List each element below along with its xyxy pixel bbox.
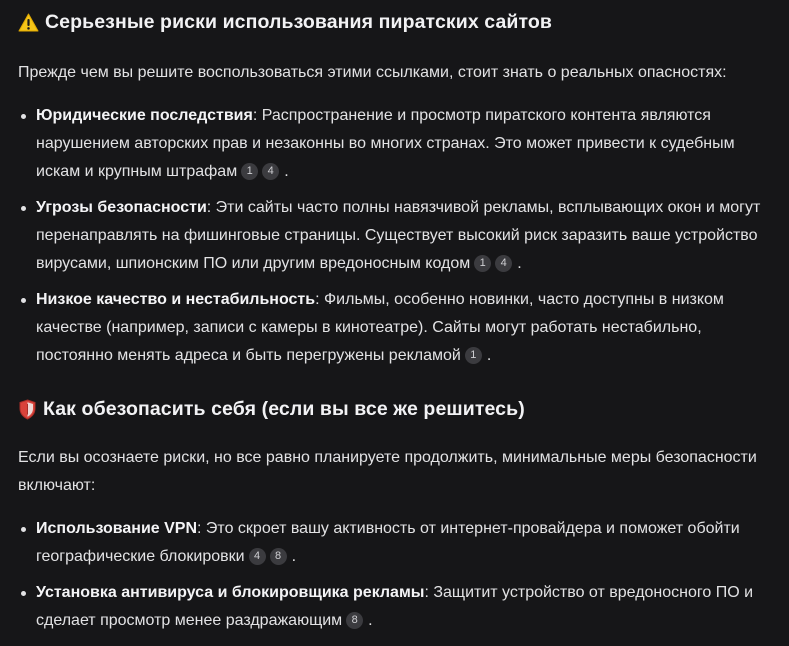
citation-badge[interactable]: 1: [474, 255, 491, 272]
section-intro: Если вы осознаете риски, но все равно планируете продолжить, минимальные меры безопасности включают:: [18, 449, 757, 494]
section-title: Серьезные риски использования пиратских сайтов: [45, 11, 553, 33]
warning-icon: [18, 13, 39, 32]
list-item: [18, 286, 773, 370]
citation-badge[interactable]: 1: [465, 347, 482, 364]
item-end: .: [368, 612, 373, 629]
item-title: Угрозы безопасности: [36, 199, 207, 216]
item-end: .: [486, 347, 492, 364]
citation-badge[interactable]: 8: [270, 548, 287, 565]
item-text: : Эти сайты часто полны навязчивой рекламы, всплывающих окон и могут перенаправлять на фишинговые страницы. Существует высокий риск заразить ваше устройство вирусами, шпионским ПО или другим вредоносным кодом: [36, 199, 761, 272]
list-item: [18, 515, 773, 571]
bullet-icon: [21, 527, 26, 532]
safety-list: [18, 515, 773, 643]
item-title: Установка антивируса и блокировщика рекламы: [36, 584, 425, 601]
item-end: .: [284, 163, 289, 180]
citation-badge[interactable]: 1: [241, 163, 258, 180]
item-end: .: [517, 255, 522, 272]
item-title: Юридические последствия: [36, 107, 253, 124]
list-item: [18, 579, 773, 635]
risk-list: [18, 102, 773, 378]
item-text: : Фильмы, особенно новинки, часто доступны в низком качестве (например, записи с камеры в кинотеатре). Сайты могут работать нестабильно, постоянно менять адреса и быть перегружены рекламой: [36, 291, 724, 364]
list-item: [18, 102, 773, 186]
citation-badge[interactable]: 4: [262, 163, 279, 180]
bullet-icon: [21, 206, 26, 211]
bullet-icon: [21, 298, 26, 303]
item-text: : Распространение и просмотр пиратского контента являются нарушением авторских прав и незаконны во многих странах. Это может привести к судебным искам и крупным штрафам: [36, 107, 735, 180]
item-title: Низкое качество и нестабильность: [36, 291, 316, 308]
list-item: [18, 194, 773, 278]
item-text: : Защитит устройство от вредоносного ПО и сделает просмотр менее раздражающим: [36, 584, 754, 629]
section-heading-safety: [18, 398, 525, 421]
shield-icon: [18, 399, 37, 420]
section-title: Как обезопасить себя (если вы все же решитесь): [43, 398, 525, 420]
citation-badge[interactable]: 4: [495, 255, 512, 272]
item-text: : Это скроет вашу активность от интернет-провайдера и поможет обойти географические блокировки: [36, 520, 740, 565]
item-end: .: [291, 548, 297, 565]
citation-badge[interactable]: 8: [346, 612, 363, 629]
section-heading-risks: [18, 11, 552, 34]
section-intro: Прежде чем вы решите воспользоваться этими ссылками, стоит знать о реальных опасностях:: [18, 64, 727, 81]
citation-badge[interactable]: 4: [249, 548, 266, 565]
item-title: Использование VPN: [36, 520, 198, 537]
bullet-icon: [21, 114, 26, 119]
bullet-icon: [21, 591, 26, 596]
